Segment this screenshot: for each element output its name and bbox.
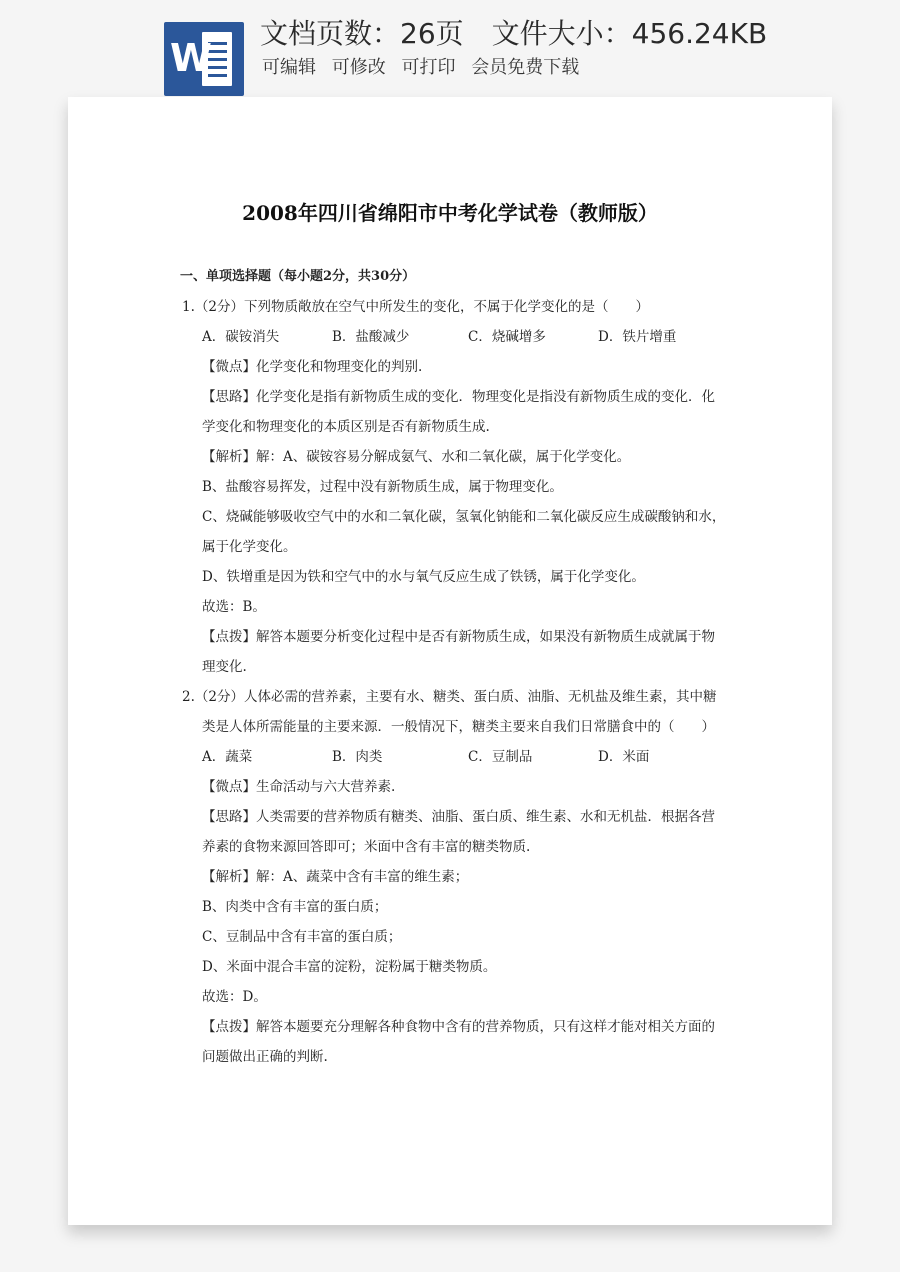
feature-modifiable: 可修改 bbox=[331, 57, 386, 78]
page-count: 文档页数：26页 bbox=[260, 17, 464, 50]
feature-member-download: 会员免费下载 bbox=[471, 57, 580, 78]
q2-answer: 故选：D。 bbox=[202, 989, 267, 1005]
q2-weidian: 【微点】生命活动与六大营养素. bbox=[202, 779, 396, 795]
section-heading: 一、单项选择题（每小题2分，共30分） bbox=[180, 269, 416, 284]
document-body bbox=[182, 262, 782, 1072]
q2-jiexi-line-1: 【解析】解：A、蔬菜中含有丰富的维生素； bbox=[202, 869, 469, 885]
q1-dianbo-line-2: 理变化. bbox=[202, 659, 247, 675]
q2-options bbox=[182, 742, 782, 772]
q1-dianbo-line-1: 【点拨】解答本题要分析变化过程中是否有新物质生成，如果没有新物质生成就属于物 bbox=[202, 629, 715, 645]
q1-silu-line-2: 学变化和物理变化的本质区别是否有新物质生成. bbox=[202, 419, 490, 435]
q2-dianbo-line-2: 问题做出正确的判断. bbox=[202, 1049, 328, 1065]
q2-jiexi-line-4: D、米面中混合丰富的淀粉，淀粉属于糖类物质。 bbox=[202, 959, 497, 975]
feature-list bbox=[262, 54, 589, 82]
q1-jiexi-line-1: 【解析】解：A、碳铵容易分解成氨气、水和二氧化碳，属于化学变化。 bbox=[202, 449, 631, 465]
word-document-icon bbox=[164, 22, 244, 96]
q2-option-d: D．米面 bbox=[598, 749, 650, 765]
file-size: 文件大小：456.24KB bbox=[491, 17, 768, 50]
q2-option-a: A．蔬菜 bbox=[202, 749, 253, 765]
q1-jiexi-line-5: D、铁增重是因为铁和空气中的水与氧气反应生成了铁锈，属于化学变化。 bbox=[202, 569, 645, 585]
q1-options bbox=[182, 322, 782, 352]
file-info bbox=[260, 14, 767, 54]
q1-option-a: A．碳铵消失 bbox=[202, 329, 280, 345]
q2-silu-line-2: 养素的食物来源回答即可；米面中含有丰富的糖类物质. bbox=[202, 839, 531, 855]
download-banner bbox=[0, 0, 900, 100]
q1-weidian: 【微点】化学变化和物理变化的判别. bbox=[202, 359, 423, 375]
q1-stem: 1.（2分）下列物质敞放在空气中所发生的变化，不属于化学变化的是（ ） bbox=[182, 299, 649, 315]
q1-jiexi-line-2: B、盐酸容易挥发，过程中没有新物质生成，属于物理变化。 bbox=[202, 479, 563, 495]
q1-option-c: C．烧碱增多 bbox=[468, 329, 546, 345]
q2-option-b: B．肉类 bbox=[332, 749, 383, 765]
q1-option-b: B．盐酸减少 bbox=[332, 329, 410, 345]
q2-silu-line-1: 【思路】人类需要的营养物质有糖类、油脂、蛋白质、维生素、水和无机盐．根据各营 bbox=[202, 809, 715, 825]
q2-jiexi-line-2: B、肉类中含有丰富的蛋白质； bbox=[202, 899, 388, 915]
q2-stem-line-2: 类是人体所需能量的主要来源．一般情况下，糖类主要来自我们日常膳食中的（ ） bbox=[202, 719, 715, 735]
q2-dianbo-line-1: 【点拨】解答本题要充分理解各种食物中含有的营养物质，只有这样才能对相关方面的 bbox=[202, 1019, 715, 1035]
q2-option-c: C．豆制品 bbox=[468, 749, 533, 765]
document-page bbox=[68, 97, 832, 1225]
document-title: 2008年四川省绵阳市中考化学试卷（教师版） bbox=[242, 201, 658, 225]
q1-silu-line-1: 【思路】化学变化是指有新物质生成的变化．物理变化是指没有新物质生成的变化．化 bbox=[202, 389, 715, 405]
q1-answer: 故选：B。 bbox=[202, 599, 266, 615]
q2-jiexi-line-3: C、豆制品中含有丰富的蛋白质； bbox=[202, 929, 402, 945]
q2-stem-line-1: 2.（2分）人体必需的营养素，主要有水、糖类、蛋白质、油脂、无机盐及维生素，其中糖 bbox=[182, 689, 717, 705]
q1-jiexi-line-3: C、烧碱能够吸收空气中的水和二氧化碳，氢氧化钠能和二氧化碳反应生成碳酸钠和水， bbox=[202, 509, 726, 525]
feature-printable: 可打印 bbox=[401, 57, 456, 78]
q1-jiexi-line-4: 属于化学变化。 bbox=[202, 539, 297, 555]
word-icon-letter: W bbox=[170, 36, 212, 80]
q1-option-d: D．铁片增重 bbox=[598, 329, 677, 345]
feature-editable: 可编辑 bbox=[262, 57, 316, 78]
